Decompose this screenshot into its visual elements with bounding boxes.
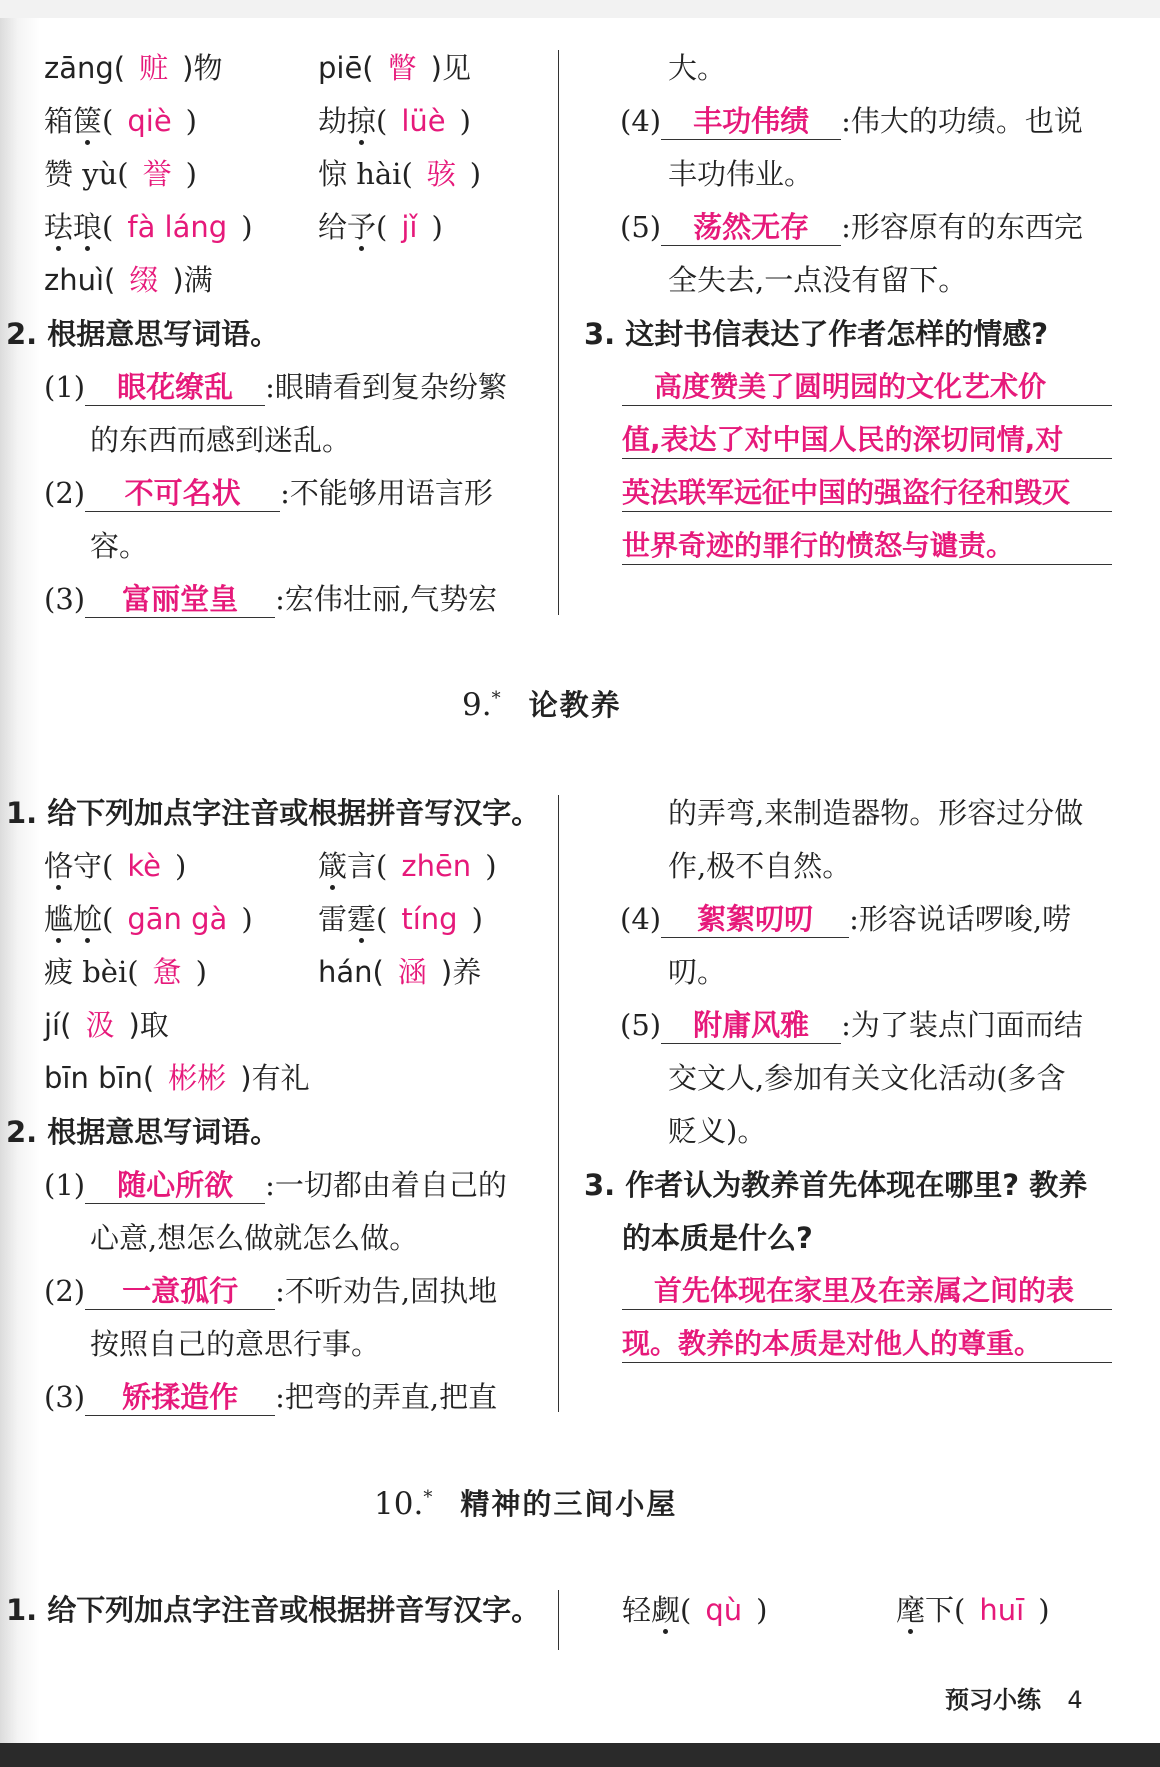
column-divider: [558, 50, 559, 615]
vocab-item-cont: 丰功伟业。: [668, 157, 814, 191]
pinyin-item: 雷霆( tíng ): [318, 902, 483, 936]
pinyin-item: hán( 涵 )养: [318, 955, 482, 989]
pinyin-item: 疲 bèi( 惫 ): [44, 955, 207, 989]
vocab-item: (4) 絮絮叨叨 :形容说话啰唆,唠: [620, 902, 1072, 936]
bottom-edge: [0, 1743, 1160, 1767]
answer-line: 世界奇迹的罪行的愤怒与谴责。: [622, 532, 1112, 565]
vocab-item: (1) 随心所欲 :一切都由着自己的: [44, 1168, 507, 1202]
vocab-item-cont: 心意,想怎么做就怎么做。: [90, 1221, 419, 1255]
page-footer: [945, 1680, 1083, 1715]
pinyin-item: 箱箧( qiè ): [44, 104, 197, 138]
answer-line: 首先体现在家里及在亲属之间的表: [622, 1277, 1112, 1310]
vocab-item-cont: 叨。: [668, 955, 727, 989]
vocab-item: (5) 附庸风雅 :为了装点门面而结: [620, 1008, 1083, 1042]
question-title: 1. 给下列加点字注音或根据拼音写汉字。: [6, 796, 541, 830]
answer-line: 现。教养的本质是对他人的尊重。: [622, 1330, 1112, 1363]
vocab-item: (3) 富丽堂皇 :宏伟壮丽,气势宏: [44, 582, 498, 616]
pinyin-item: 箴言( zhēn ): [318, 849, 497, 883]
vocab-item: (3) 矫揉造作 :把弯的弄直,把直: [44, 1380, 498, 1414]
vocab-item-cont: 的弄弯,来制造器物。形容过分做: [668, 796, 1084, 830]
pinyin-item: piē( 瞥 )见: [318, 51, 471, 85]
question-title-cont: 的本质是什么?: [622, 1221, 813, 1255]
vocab-item: (5) 荡然无存 :形容原有的东西完: [620, 210, 1083, 244]
vocab-item: (4) 丰功伟绩 :伟大的功绩。也说: [620, 104, 1083, 138]
column-divider: [558, 795, 559, 1412]
page-number: 4: [1067, 1686, 1083, 1714]
vocab-item-cont: 按照自己的意思行事。: [90, 1327, 381, 1361]
vocab-item-cont: 作,极不自然。: [668, 849, 852, 883]
question-title: 1. 给下列加点字注音或根据拼音写汉字。: [6, 1593, 541, 1627]
vocab-item: (1) 眼花缭乱 :眼睛看到复杂纷繁: [44, 370, 507, 404]
pinyin-item: 给予( jǐ ): [318, 210, 443, 244]
column-divider: [558, 1590, 559, 1650]
pinyin-item: 珐琅( fà láng ): [44, 210, 253, 244]
vocab-item-cont: 容。: [90, 529, 149, 563]
pinyin-item: 惊 hài( 骇 ): [318, 157, 482, 191]
pinyin-item: 轻觑( qù ): [622, 1593, 768, 1627]
pinyin-item: zāng( 赃 )物: [44, 51, 223, 85]
footer-label: 预习小练: [945, 1686, 1041, 1714]
pinyin-item: jí( 汲 )取: [44, 1008, 169, 1042]
pinyin-item: 恪守( kè ): [44, 849, 187, 883]
answer-line: 值,表达了对中国人民的深切同情,对: [622, 426, 1112, 459]
pinyin-item: 赞 yù( 誉 ): [44, 157, 197, 191]
pinyin-item: 尴尬( gān gà ): [44, 902, 253, 936]
lesson-title: 10.* 精神的三间小屋: [374, 1486, 678, 1522]
question-title: 3. 作者认为教养首先体现在哪里? 教养: [584, 1168, 1088, 1202]
pinyin-item: 麾下( huī ): [896, 1593, 1050, 1627]
question-title: 3. 这封书信表达了作者怎样的情感?: [584, 317, 1049, 351]
question-title: 2. 根据意思写词语。: [6, 317, 280, 351]
vocab-item-cont: 全失去,一点没有留下。: [668, 263, 968, 297]
vocab-item: (2) 一意孤行 :不听劝告,固执地: [44, 1274, 498, 1308]
answer-line: 高度赞美了圆明园的文化艺术价: [622, 373, 1112, 406]
question-title: 2. 根据意思写词语。: [6, 1115, 280, 1149]
pinyin-item: zhuì( 缀 )满: [44, 263, 213, 297]
answer-line: 英法联军远征中国的强盗行径和毁灭: [622, 479, 1112, 512]
lesson-title: 9.* 论教养: [462, 687, 622, 723]
vocab-item: (2) 不可名状 :不能够用语言形: [44, 476, 493, 510]
vocab-item-cont: 大。: [668, 51, 727, 85]
vocab-item-cont: 的东西而感到迷乱。: [90, 423, 352, 457]
pinyin-item: bīn bīn( 彬彬 )有礼: [44, 1061, 310, 1095]
pinyin-item: 劫掠( lüè ): [318, 104, 471, 138]
vocab-item-cont: 贬义)。: [668, 1114, 767, 1148]
vocab-item-cont: 交文人,参加有关文化活动(多含: [668, 1061, 1066, 1095]
